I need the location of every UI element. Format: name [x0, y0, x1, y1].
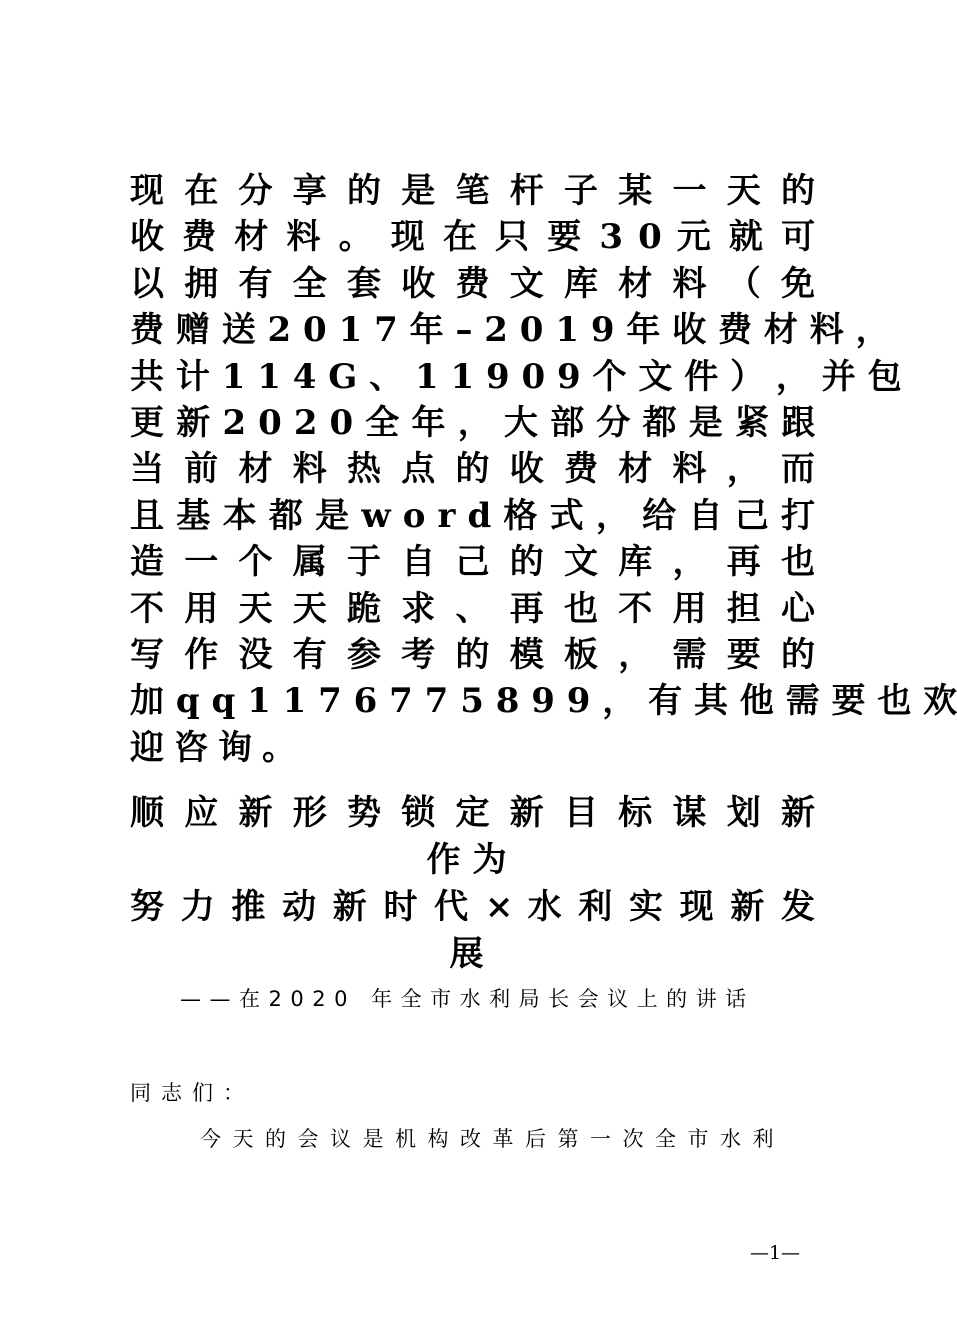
body-paragraph: 今天的会议是机构改革后第一次全市水利 [200, 1127, 785, 1151]
promo-paragraph [130, 168, 957, 771]
promo-line-2: 收 费 材 料 。 现 在 只 要 3 0 元 就 可 [130, 217, 816, 258]
promo-line-3: 以 拥 有 全 套 收 费 文 库 材 料 （ 免 [130, 263, 815, 304]
promo-line-5: 共 计 1 1 4 G 、 1 1 9 0 9 个 文 件 ） ， 并 包 [130, 356, 902, 397]
title-line-1-continued: 作为 [426, 840, 519, 880]
document-subtitle: ——在2020 年全市水利局长会议上的讲话 [180, 987, 755, 1011]
promo-line-4: 费 赠 送 2 0 1 7 年 – 2 0 1 9 年 收 费 材 料 ， [130, 310, 890, 351]
salutation: 同志们： [130, 1081, 254, 1105]
title-line-1: 顺 应 新 形 势 锁 定 新 目 标 谋 划 新 [130, 793, 815, 833]
promo-line-6: 更 新 2 0 2 0 全 年 ， 大 部 分 都 是 紧 跟 [130, 402, 816, 443]
title-line-2-continued: 展 [449, 934, 496, 974]
promo-line-13: 迎咨询。 [130, 727, 306, 768]
document-title [130, 790, 815, 978]
promo-line-9: 造 一 个 属 于 自 己 的 文 库 ， 再 也 [130, 542, 815, 583]
promo-line-12: 加 q q 1 1 7 6 7 7 5 8 9 9 ， 有 其 他 需 要 也 欢 [130, 681, 957, 722]
promo-line-11: 写 作 没 有 参 考 的 模 板 ， 需 要 的 [130, 634, 815, 675]
promo-line-8: 且 基 本 都 是 w o r d 格 式 ， 给 自 己 打 [130, 495, 816, 536]
title-line-2: 努 力 推 动 新 时 代 × 水 利 实 现 新 发 [130, 887, 816, 927]
promo-line-7: 当 前 材 料 热 点 的 收 费 材 料 ， 而 [130, 449, 815, 490]
promo-line-1: 现 在 分 享 的 是 笔 杆 子 某 一 天 的 [130, 171, 815, 211]
page-number: —1— [749, 1242, 801, 1264]
promo-line-10: 不 用 天 天 跪 求 、 再 也 不 用 担 心 [130, 588, 815, 629]
